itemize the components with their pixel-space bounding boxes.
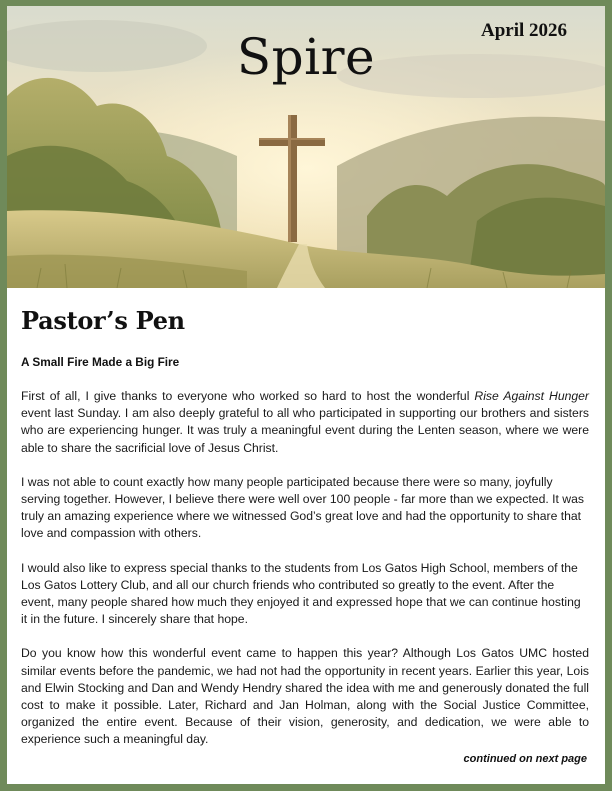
issue-date: April 2026 xyxy=(480,20,567,41)
article-title: A Small Fire Made a Big Fire xyxy=(21,355,180,369)
header-banner xyxy=(7,6,605,288)
article-body xyxy=(21,306,589,766)
paragraph-1-text-end: event last Sunday. I am also deeply grateful to all who participated in supporting our brothers and sisters who are experiencing hunger. It was truly a meaningful event during the Lenten season, where we were able to share the sacrificial love of Jesus Christ. xyxy=(21,406,589,455)
paragraph-1-text-start: First of all, I give thanks to everyone who worked so hard to host the wonderful xyxy=(21,389,475,403)
newsletter-page xyxy=(7,6,605,784)
paragraph-4: Do you know how this wonderful event came to happen this year? Although Los Gatos UMC hosted similar events before the pandemic, we had not had the opportunity in recent years. Earlier this year, Lois and Elwin Stocking and Dan and Wendy Hendry shared the idea with me and generously donated the full cost to make it possible. Later, Richard and Jan Holman, along with the Social Justice Committee, organized the entire event. Because of their vision, generosity, and dedication, we were able to experience such a meaningful day. xyxy=(21,646,589,747)
section-title: Pastor’s Pen xyxy=(21,306,185,335)
event-name: Rise Against Hunger xyxy=(474,389,589,403)
continued-note: continued on next page xyxy=(463,753,587,765)
paragraph-1 xyxy=(21,388,589,457)
paragraph-2: I was not able to count exactly how many people participated because there were so many, joyfully serving together. However, I believe there were well over 100 people - far more than we expected. It was truly an amazing experience where we witnessed God’s great love and had the opportunity to share that love and compassion with others. xyxy=(21,474,584,541)
masthead-title: Spire xyxy=(236,28,376,86)
paragraph-3: I would also like to express special thanks to the students from Los Gatos High School, members of the Los Gatos Lottery Club, and all our church friends who contributed so greatly to the event. After the event, many people shared how much they enjoyed it and expressed hope that we can continue hosting it in the future. I sincerely share that hope. xyxy=(21,560,581,627)
